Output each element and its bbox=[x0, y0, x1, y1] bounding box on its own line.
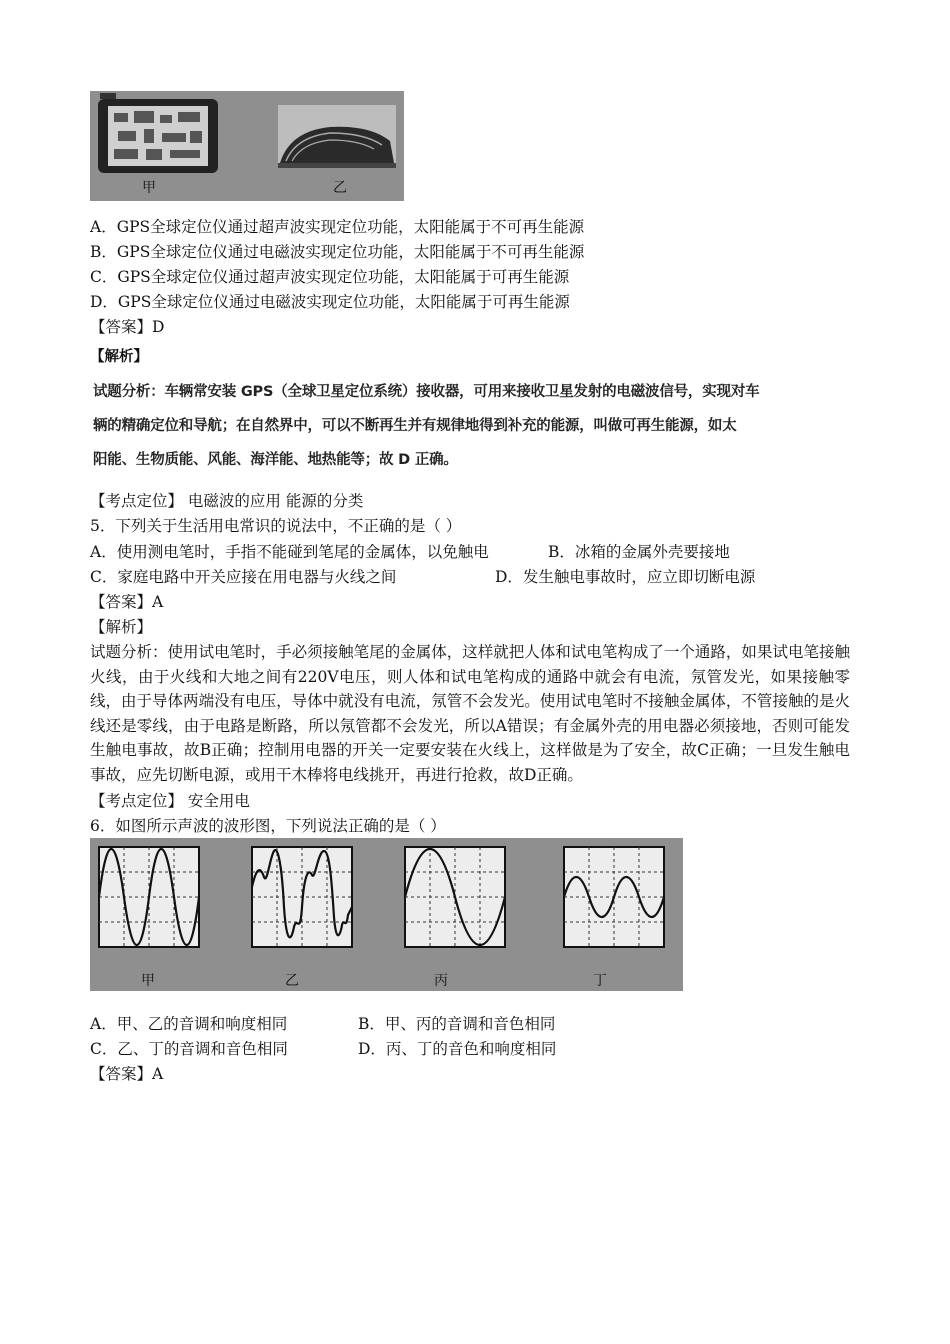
gps-device-image bbox=[90, 91, 404, 201]
q6-answer: 【答案】A bbox=[90, 1065, 164, 1083]
q5-kaodian: 【考点定位】 安全用电 bbox=[90, 792, 250, 810]
q4-analysis-label: 【解析】 bbox=[90, 349, 148, 365]
figure-label-jia: 甲 bbox=[142, 180, 156, 196]
q6-option-c: C．乙、丁的音调和音色相同 bbox=[90, 1040, 288, 1058]
q4-option-a: A．GPS全球定位仪通过超声波实现定位功能，太阳能属于不可再生能源 bbox=[90, 218, 585, 236]
q5-option-d: D．发生触电事故时，应立即切断电源 bbox=[495, 568, 756, 586]
wave-label-yi: 乙 bbox=[285, 973, 299, 989]
q4-option-b: B．GPS全球定位仪通过电磁波实现定位功能，太阳能属于不可再生能源 bbox=[90, 243, 585, 261]
q4-figure bbox=[90, 91, 404, 201]
q4-option-c: C．GPS全球定位仪通过超声波实现定位功能，太阳能属于可再生能源 bbox=[90, 268, 570, 286]
wave-bing bbox=[405, 847, 505, 947]
wave-label-ding: 丁 bbox=[593, 973, 607, 989]
q6-option-d: D．丙、丁的音色和响度相同 bbox=[358, 1040, 557, 1058]
q5-analysis-label: 【解析】 bbox=[90, 618, 153, 636]
wave-yi bbox=[252, 847, 352, 947]
q6-waveform-figure bbox=[90, 838, 683, 991]
q6-option-b: B．甲、丙的音调和音色相同 bbox=[358, 1015, 556, 1033]
q6-question: 6．如图所示声波的波形图，下列说法正确的是（ ） bbox=[90, 817, 446, 835]
q5-option-c: C．家庭电路中开关应接在用电器与火线之间 bbox=[90, 568, 397, 586]
q4-answer: 【答案】D bbox=[90, 318, 165, 336]
waveforms bbox=[90, 838, 683, 991]
q4-option-d: D．GPS全球定位仪通过电磁波实现定位功能，太阳能属于可再生能源 bbox=[90, 293, 570, 311]
wave-ding bbox=[564, 847, 664, 947]
q4-analysis-line-3: 阳能、生物质能、风能、海洋能、地热能等；故 D 正确。 bbox=[93, 452, 458, 468]
q5-answer: 【答案】A bbox=[90, 593, 164, 611]
q4-kaodian: 【考点定位】 电磁波的应用 能源的分类 bbox=[90, 492, 364, 510]
wave-label-jia: 甲 bbox=[141, 973, 155, 989]
figure-label-yi: 乙 bbox=[333, 180, 347, 196]
wave-jia bbox=[99, 847, 199, 947]
q5-option-a: A．使用测电笔时，手指不能碰到笔尾的金属体，以免触电 bbox=[90, 543, 489, 561]
wave-label-bing: 丙 bbox=[434, 973, 448, 989]
q5-analysis-text: 试题分析：使用试电笔时，手必须接触笔尾的金属体，这样就把人体和试电笔构成了一个通路，如果试电笔接触火线，由于火线和大地之间有220V电压，则人体和试电笔构成的通路中就会有电流，氖管发光，如果接触零线，由于导体两端没有电压，导体中就没有电流，氖管不会发光。使用试电笔时不接触金属体，不管接触的是火线还是零线，由于电路是断路，所以氖管都不会发光，所以A错误；有金属外壳的用电器必须接地，否则可能发生触电事故，故B正确；控制用电器的开关一定要安装在火线上，这样做是为了安全，故C正确；一旦发生触电事故，应先切断电源，或用干木棒将电线挑开，再进行抢救，故D正确。 bbox=[90, 643, 850, 784]
q6-option-a: A．甲、乙的音调和响度相同 bbox=[90, 1015, 288, 1033]
q4-analysis-line-1: 试题分析：车辆常安装 GPS（全球卫星定位系统）接收器，可用来接收卫星发射的电磁波信号，实现对车 bbox=[93, 384, 760, 400]
q5-option-b: B．冰箱的金属外壳要接地 bbox=[548, 543, 730, 561]
q4-analysis-line-2: 辆的精确定位和导航；在自然界中，可以不断再生并有规律地得到补充的能源，叫做可再生能源，如太 bbox=[93, 418, 737, 434]
q5-question: 5．下列关于生活用电常识的说法中，不正确的是（ ） bbox=[90, 517, 462, 535]
